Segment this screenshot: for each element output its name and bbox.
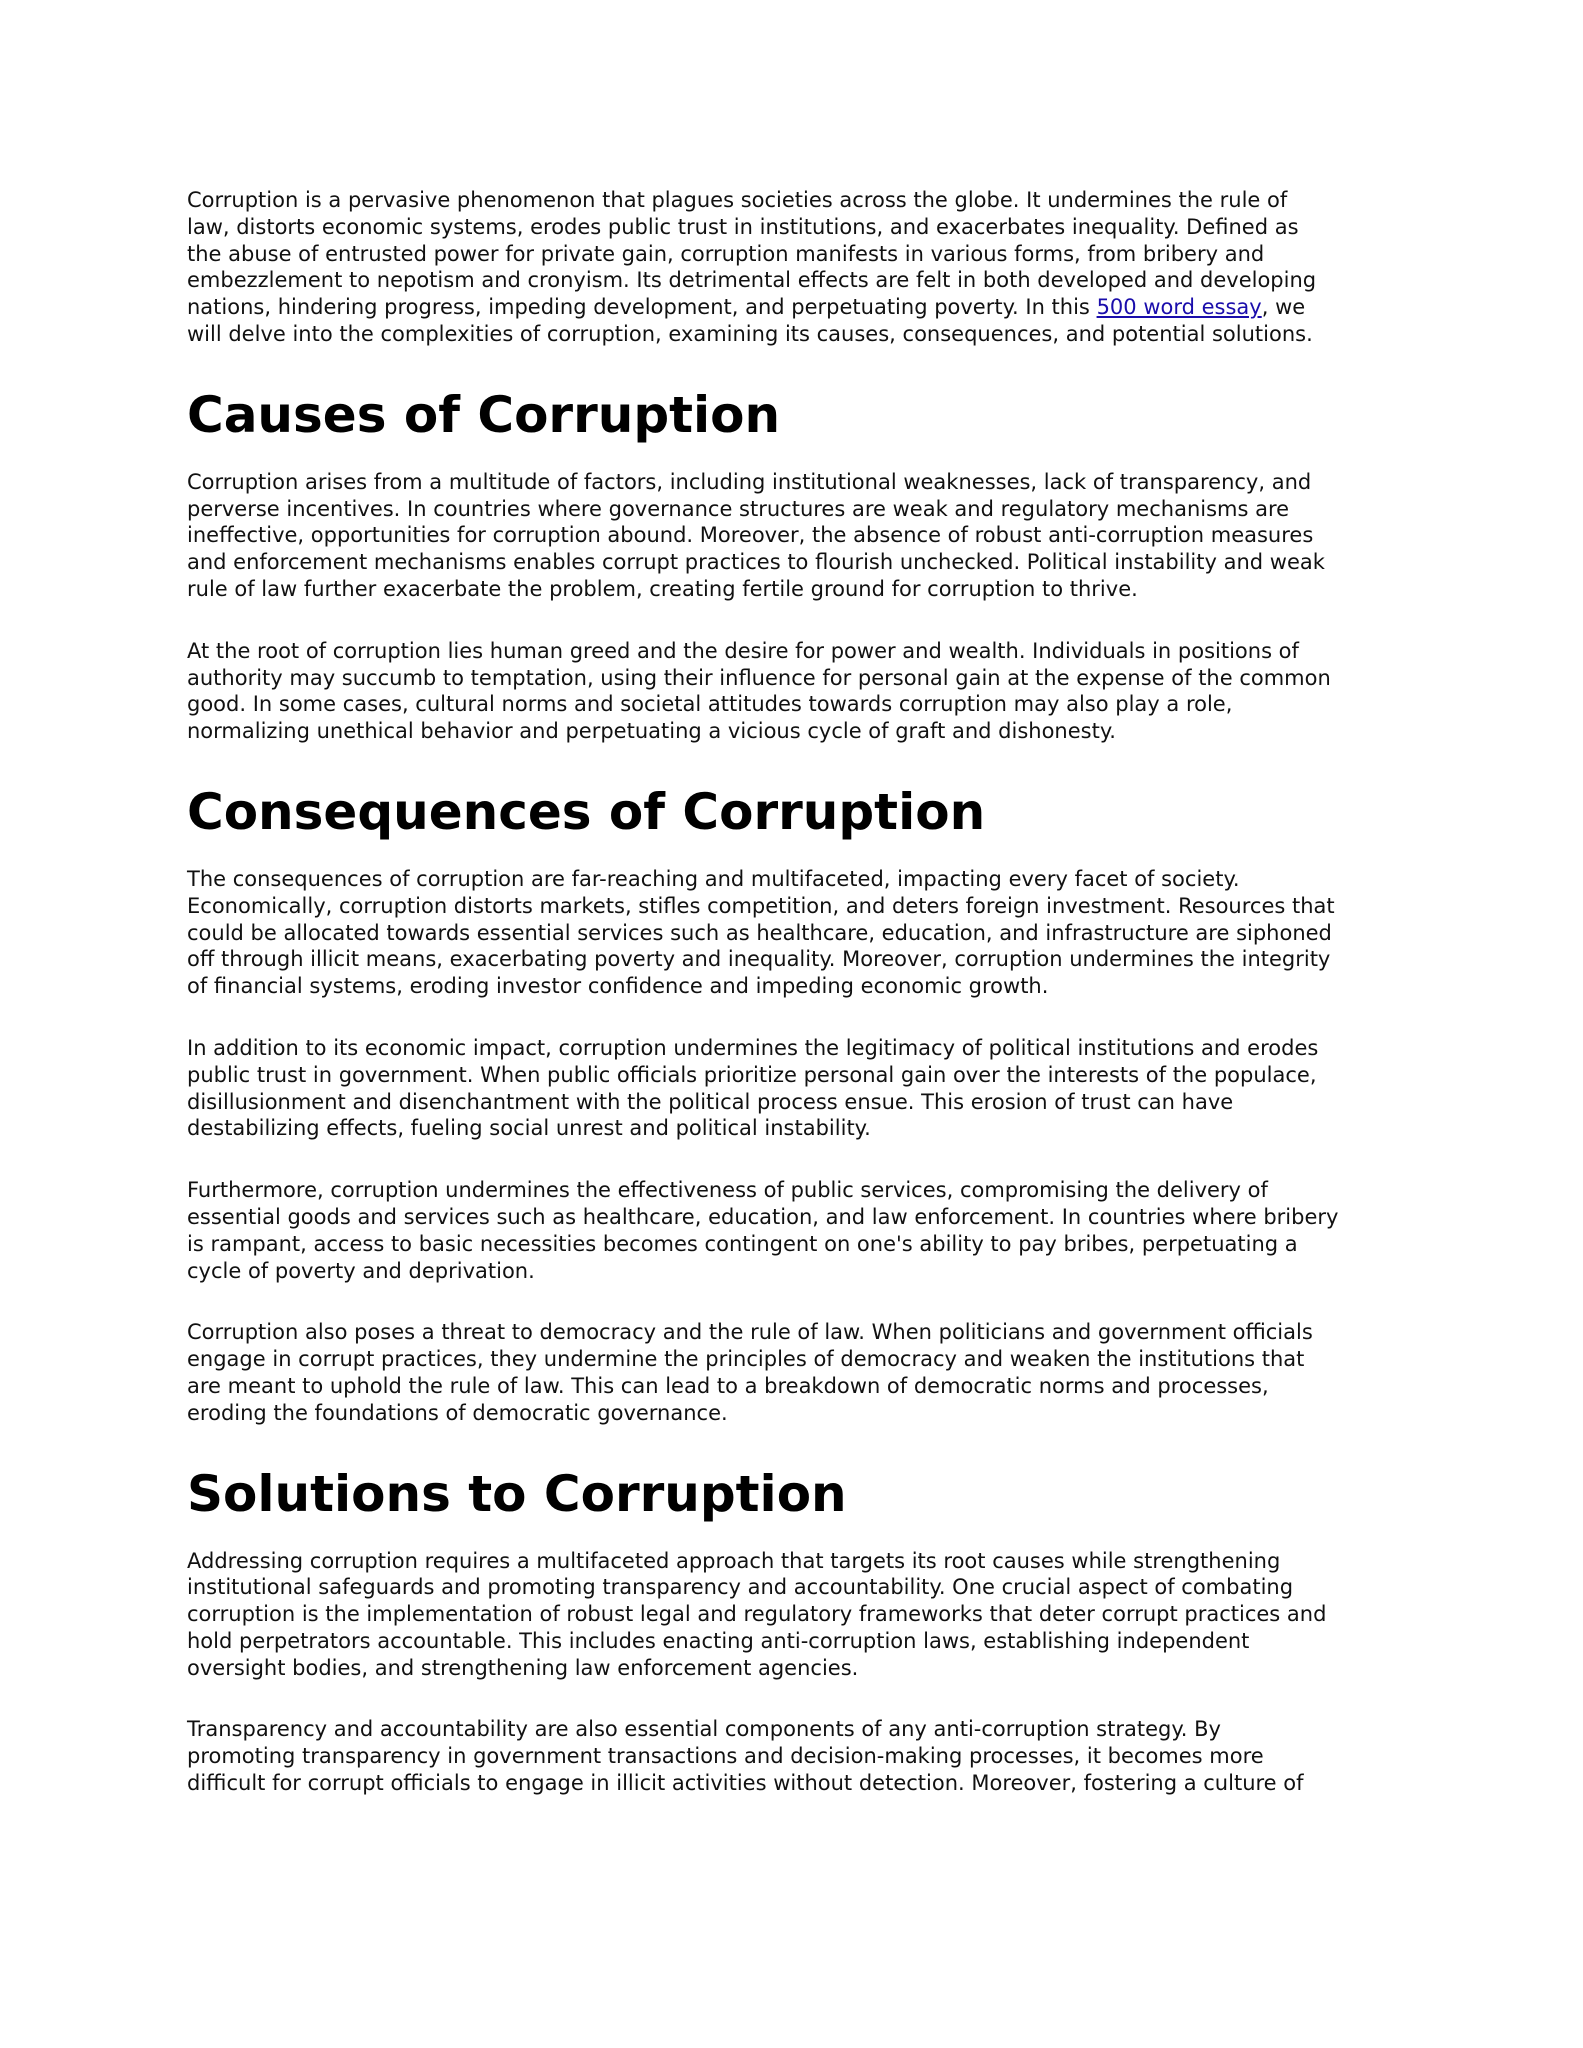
section-heading-causes: Causes of Corruption xyxy=(187,385,781,444)
intro-line: Corruption is a pervasive phenomenon that plagues societies across the globe. It undermines the rule of xyxy=(187,188,1288,212)
intro-line: law, distorts economic systems, erodes public trust in institutions, and exacerbates inequality. Defined as xyxy=(187,214,1299,239)
section-heading-consequences: Consequences of Corruption xyxy=(187,782,986,841)
section-paragraph: Corruption also poses a threat to democracy and the rule of law. When politicians and government officials engage in corrupt practices, they undermine the principles of democracy and weaken the institutions that are meant to uphold the rule of law. This can lead to a breakdown of democratic norms and processes, eroding the foundations of democratic governance. xyxy=(187,1320,1313,1425)
intro-line: nations, hindering progress, impeding development, and perpetuating poverty. In this xyxy=(187,295,1097,320)
intro-line: , we xyxy=(1261,295,1306,320)
section-paragraph: In addition to its economic impact, corruption undermines the legitimacy of political institutions and erodes public trust in government. When public officials prioritize personal gain over the interests of the populace, disillusionment and disenchantment with the political process ensue. This erosion of trust can have destabilizing effects, fueling social unrest and political instability. xyxy=(187,1035,1319,1141)
section-paragraph: Corruption arises from a multitude of factors, including institutional weaknesses, lack of transparency, and perverse incentives. In countries where governance structures are weak and regulatory mechanisms are ineffective, opportunities for corruption abound. Moreover, the absence of robust anti-corruption measures and enforcement mechanisms enables corrupt practices to flourish unchecked. Political instability and weak rule of law further exacerbate the problem, creating fertile ground for corruption to thrive. xyxy=(187,469,1325,601)
section-paragraph: Transparency and accountability are also essential components of any anti-corruption strategy. By promoting transparency in government transactions and decision-making processes, it becomes more difficult for corrupt officials to engage in illicit activities without detection. Moreover, fostering a culture of xyxy=(187,1717,1304,1796)
intro-line: embezzlement to nepotism and cronyism. Its detrimental effects are felt in both developed and developing xyxy=(187,268,1317,293)
intro-paragraph xyxy=(187,187,1412,348)
section-paragraph: The consequences of corruption are far-reaching and multifaceted, impacting every facet of society. Economically, corruption distorts markets, stifles competition, and deters foreign investment. Resources that could be allocated towards essential services such as healthcare, education, and infrastructure are siphoned off through illicit means, exacerbating poverty and inequality. Moreover, corruption undermines the integrity of financial systems, eroding investor confidence and impeding economic growth. xyxy=(187,866,1335,999)
section-paragraph: Addressing corruption requires a multifaceted approach that targets its root causes while strengthening institutional safeguards and promoting transparency and accountability. One crucial aspect of combating corruption is the implementation of robust legal and regulatory frameworks that deter corrupt practices and hold perpetrators accountable. This includes enacting anti-corruption laws, establishing independent oversight bodies, and strengthening law enforcement agencies. xyxy=(187,1548,1327,1680)
section-paragraph: Furthermore, corruption undermines the effectiveness of public services, compromising the delivery of essential goods and services such as healthcare, education, and law enforcement. In countries where bribery is rampant, access to basic necessities becomes contingent on one's ability to pay bribes, perpetuating a cycle of poverty and deprivation. xyxy=(187,1178,1339,1283)
document-page xyxy=(187,187,1412,1832)
section-paragraph: At the root of corruption lies human greed and the desire for power and wealth. Individuals in positions of authority may succumb to temptation, using their influence for personal gain at the expense of the common good. In some cases, cultural norms and societal attitudes towards corruption may also play a role, normalizing unethical behavior and perpetuating a vicious cycle of graft and dishonesty. xyxy=(187,638,1331,744)
intro-line: will delve into the complexities of corruption, examining its causes, consequences, and potential solutions. xyxy=(187,321,1313,346)
essay-link[interactable]: 500 word essay xyxy=(1096,295,1262,320)
section-heading-solutions: Solutions to Corruption xyxy=(187,1464,847,1523)
intro-line: the abuse of entrusted power for private gain, corruption manifests in various forms, from bribery and xyxy=(187,241,1265,266)
